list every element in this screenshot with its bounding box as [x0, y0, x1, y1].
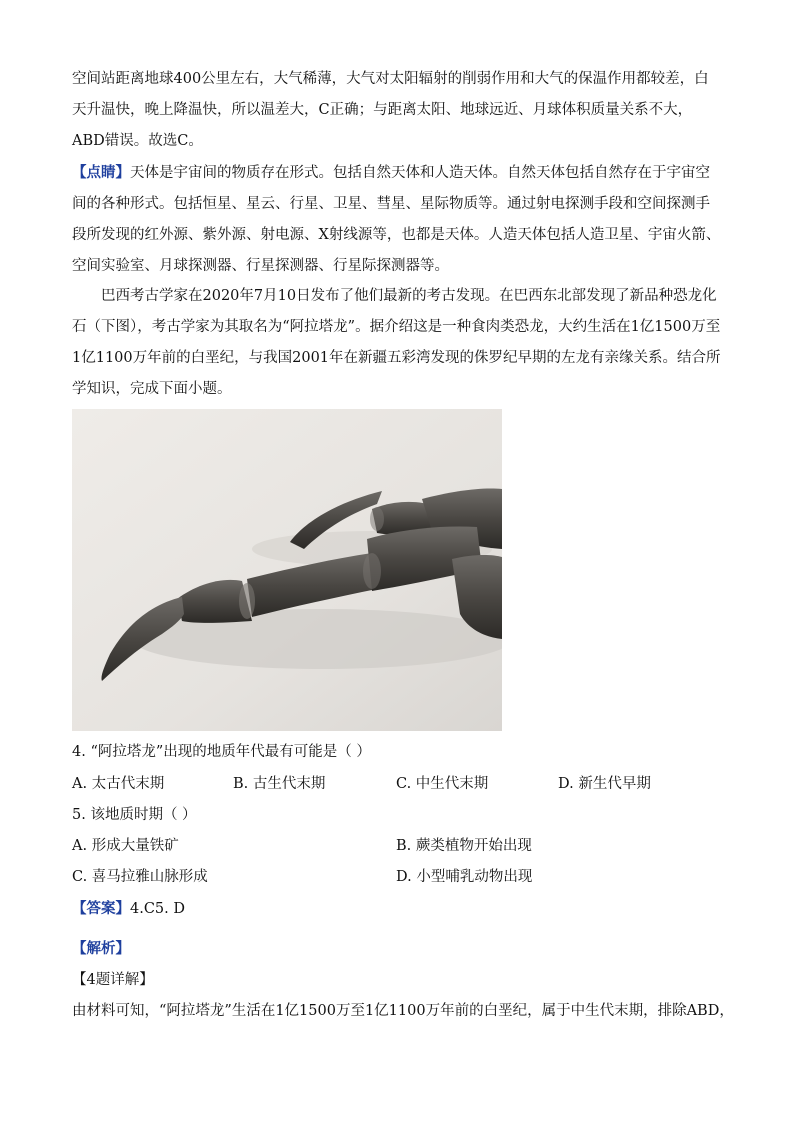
paragraph-material: 巴西考古学家在2020年7月10日发布了他们最新的考古发现。在巴西东北部发现了新品种恐龙化石（下图），考古学家为其取名为“阿拉塔龙”。据介绍这是一种食肉类恐龙，大约生活在1亿1500万至1亿1100万年前的白垩纪，与我国2001年在新疆五彩湾发现的侏罗纪早期的左龙有亲缘关系。结合所学知识，完成下面小题。: [72, 288, 721, 397]
paragraph-note: [72, 157, 722, 282]
dinosaur-fossil-photo: [72, 409, 502, 731]
note-label: 【点睛】: [72, 164, 130, 181]
q4-option-d: D. 新生代早期: [558, 776, 651, 792]
q5-option-a: A. 形成大量铁矿: [72, 838, 179, 854]
q5-option-d: D. 小型哺乳动物出现: [396, 869, 533, 885]
note-text: 天体是宇宙间的物质存在形式。包括自然天体和人造天体。自然天体包括自然存在于宇宙空间的各种形式。包括恒星、星云、行星、卫星、彗星、星际物质等。通过射电探测手段和空间探测手段所发现的红外源、紫外源、射电源、X射线源等，也都是天体。人造天体包括人造卫星、宇宙火箭、空间实验室、月球探测器、行星探测器、行星际探测器等。: [72, 165, 721, 274]
q4-option-b: B. 古生代末期: [233, 776, 326, 792]
paragraph-space-station: 空间站距离地球400公里左右，大气稀薄，大气对太阳辐射的削弱作用和大气的保温作用都较差，白天升温快，晚上降温快，所以温差大，C正确；与距离太阳、地球远近、月球体积质量关系不大，ABD错误。故选C。: [72, 71, 709, 149]
detail-4-label: 【4题详解】: [72, 972, 154, 988]
q4-option-c: C. 中生代末期: [396, 776, 489, 792]
question-5-stem: 5. 该地质时期（ ）: [72, 807, 197, 823]
q5-option-b: B. 蕨类植物开始出现: [396, 838, 532, 854]
detail-4-text: 由材料可知，“阿拉塔龙”生活在1亿1500万至1亿1100万年前的白垩纪，属于中生代末期，排除ABD，: [72, 1003, 734, 1019]
answer-line: [72, 898, 185, 920]
fossil-claw-illustration: [72, 409, 502, 731]
analysis-label: [72, 938, 130, 960]
answer-label: 【答案】: [72, 900, 130, 917]
question-4-stem: 4. “阿拉塔龙”出现的地质年代最有可能是（ ）: [72, 744, 371, 760]
q5-option-c: C. 喜马拉雅山脉形成: [72, 869, 208, 885]
q4-option-a: A. 太古代末期: [72, 776, 165, 792]
analysis-label-text: 【解析】: [72, 940, 130, 957]
answer-text: 4.C5. D: [130, 901, 185, 917]
